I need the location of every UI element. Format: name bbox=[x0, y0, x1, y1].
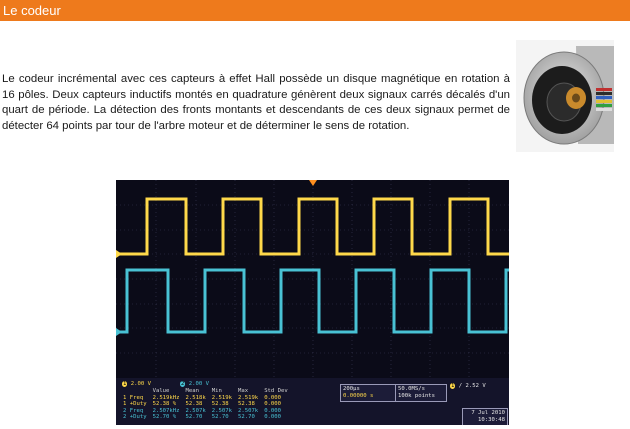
ch1-scale: 2.00 V bbox=[130, 381, 151, 387]
measurement-cell: 0.000 bbox=[264, 414, 282, 421]
measurement-cell: 52.70 bbox=[237, 414, 255, 421]
measurement-cell: 2 Freq bbox=[123, 407, 144, 414]
time-value: 10:30:48 bbox=[478, 417, 505, 423]
measurement-header: Min bbox=[211, 388, 222, 394]
measurement-cell: 1 Freq bbox=[123, 394, 144, 401]
ch1-marker: 1 bbox=[123, 381, 127, 387]
measurement-row bbox=[120, 408, 291, 415]
measurement-header bbox=[120, 388, 150, 395]
measurement-cell: 52.70 % bbox=[152, 414, 177, 421]
measurement-row bbox=[120, 414, 291, 421]
measurement-cell: 52.38 bbox=[237, 401, 255, 408]
timebase-readout bbox=[340, 384, 396, 402]
acquisition-readout bbox=[395, 384, 447, 402]
measurement-cell: 52.38 bbox=[185, 401, 203, 408]
measurement-cell: 1 +Duty bbox=[123, 401, 147, 408]
ch2-scale: 2.00 V bbox=[188, 381, 209, 387]
measurement-table bbox=[120, 388, 291, 421]
ch2-scale-readout bbox=[178, 380, 211, 388]
measurement-cell: 0.000 bbox=[264, 394, 282, 401]
body-paragraph: Le codeur incrémental avec ces capteurs à effet Hall possède un disque magnétique en rotation à 16 pôles. Deux capteurs inductifs montés en quadrature génèrent deux signaux carrés décalés d'un quart de période. La détection des fronts montants et descendants de ces deux signaux permet de détecter 64 points par tour de l'arbre moteur et de déterminer le sens de rotation. bbox=[2, 73, 510, 132]
measurement-cell: 2.507k bbox=[185, 407, 206, 414]
measurement-header: Mean bbox=[185, 388, 200, 394]
measurement-cell: 2.507k bbox=[237, 407, 259, 414]
measurement-cell: 2.507kHz bbox=[152, 407, 180, 414]
date-value: 7 Jul 2010 bbox=[471, 410, 505, 416]
measurement-cell: 52.70 bbox=[185, 414, 203, 421]
motor-encoder-illustration bbox=[516, 40, 614, 152]
record-length-value: 100k points bbox=[398, 393, 436, 399]
measurement-cell: 2.519kHz bbox=[152, 394, 180, 401]
date-time-readout bbox=[462, 408, 508, 425]
timebase-value: 200μs bbox=[343, 386, 360, 392]
trigger-source: 1 bbox=[451, 383, 455, 389]
trigger-level: 2.52 V bbox=[465, 383, 486, 389]
measurement-row bbox=[120, 395, 291, 402]
measurement-cell: 0.000 bbox=[264, 407, 282, 414]
measurement-header: Value bbox=[152, 388, 170, 394]
ch2-marker: 2 bbox=[181, 381, 185, 387]
measurement-cell: 52.38 bbox=[211, 401, 229, 408]
motor-encoder-photo bbox=[516, 40, 614, 152]
measurement-cell: 2.518k bbox=[185, 394, 206, 401]
scope-status-bar bbox=[116, 378, 509, 425]
trigger-slope-icon: / bbox=[458, 383, 463, 389]
scope-graticule bbox=[116, 180, 509, 378]
trigger-position-value: 0.00000 s bbox=[343, 393, 374, 399]
measurement-cell: 2.519k bbox=[211, 394, 232, 401]
measurement-cell: 2 +Duty bbox=[123, 414, 147, 421]
section-title: Le codeur bbox=[3, 3, 61, 18]
measurement-cell: 52.70 bbox=[211, 414, 229, 421]
ch1-scale-readout bbox=[120, 380, 153, 388]
measurement-header: Max bbox=[237, 388, 249, 394]
measurement-header-row bbox=[120, 388, 291, 395]
measurement-cell: 0.000 bbox=[264, 401, 282, 408]
trigger-readout bbox=[448, 382, 488, 390]
oscilloscope-screenshot bbox=[116, 180, 509, 425]
sample-rate-value: 50.0MS/s bbox=[398, 386, 425, 392]
measurement-cell: 2.507k bbox=[211, 407, 232, 414]
measurement-row bbox=[120, 401, 291, 408]
measurement-header: Std Dev bbox=[264, 388, 288, 394]
measurement-cell: 2.519k bbox=[237, 394, 259, 401]
section-header bbox=[0, 0, 630, 21]
measurement-cell: 52.38 % bbox=[152, 401, 177, 408]
